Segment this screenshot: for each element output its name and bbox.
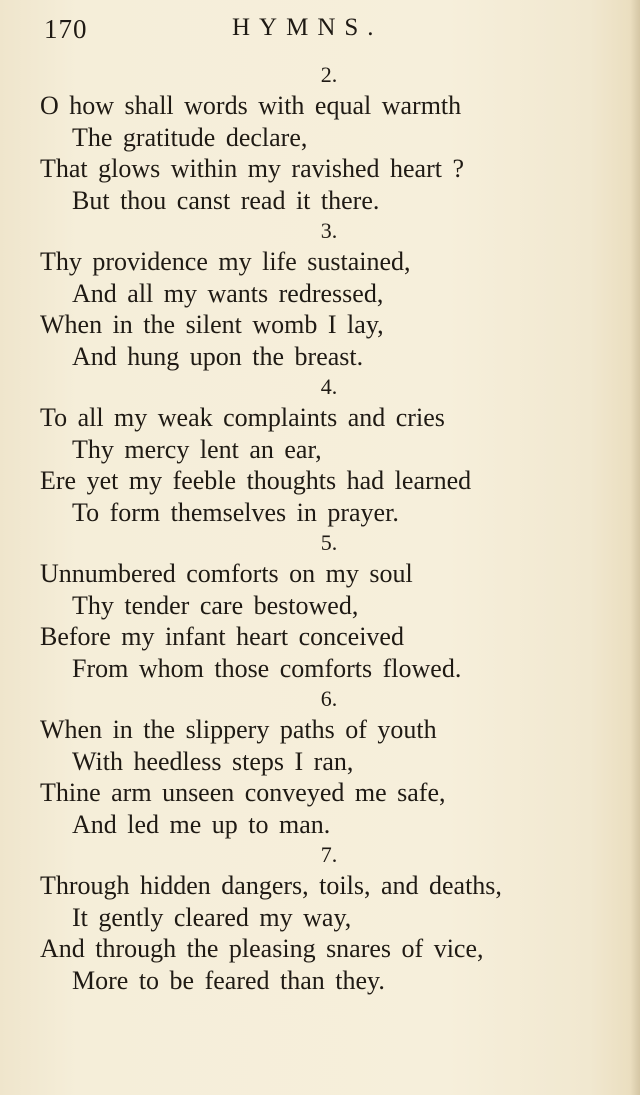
stanza bbox=[40, 684, 610, 840]
verse-line: That glows within my ravished heart ? bbox=[40, 154, 465, 183]
verse-line: Unnumbered comforts on my soul bbox=[40, 559, 413, 588]
verse-line: Through hidden dangers, toils, and deaths, bbox=[40, 871, 502, 900]
verse-line: From whom those comforts flowed. bbox=[72, 653, 462, 683]
stanza-number: 3. bbox=[320, 218, 338, 243]
verse-line: O how shall words with equal warmth bbox=[40, 91, 462, 120]
stanza bbox=[40, 372, 610, 528]
page-number: 170 bbox=[44, 14, 88, 44]
stanza-number: 5. bbox=[320, 530, 338, 555]
verse-line: Ere yet my feeble thoughts had learned bbox=[40, 466, 472, 495]
verse-line: More to be feared than they. bbox=[72, 965, 385, 995]
stanza-number: 7. bbox=[320, 842, 338, 867]
verse-line: Before my infant heart conceived bbox=[40, 622, 404, 651]
verse-line: To all my weak complaints and cries bbox=[40, 403, 445, 432]
hymn-body bbox=[40, 60, 610, 996]
page-header bbox=[44, 14, 604, 54]
verse-line: Thy mercy lent an ear, bbox=[72, 434, 322, 464]
verse-line: It gently cleared my way, bbox=[72, 902, 352, 932]
verse-line: To form themselves in prayer. bbox=[72, 497, 399, 527]
stanza-number: 4. bbox=[320, 374, 338, 399]
verse-line: Thy tender care bestowed, bbox=[72, 590, 359, 620]
stanza bbox=[40, 528, 610, 684]
verse-line: With heedless steps I ran, bbox=[72, 746, 354, 776]
verse-line: But thou canst read it there. bbox=[72, 185, 380, 215]
verse-line: And led me up to man. bbox=[72, 809, 331, 839]
verse-line: When in the slippery paths of youth bbox=[40, 715, 437, 744]
stanza bbox=[40, 216, 610, 372]
verse-line: Thy providence my life sustained, bbox=[40, 247, 411, 276]
verse-line: And through the pleasing snares of vice, bbox=[40, 934, 484, 963]
stanza-number: 2. bbox=[320, 62, 338, 87]
stanza bbox=[40, 840, 610, 996]
verse-line: When in the silent womb I lay, bbox=[40, 310, 384, 339]
verse-line: Thine arm unseen conveyed me safe, bbox=[40, 778, 446, 807]
page-edge-shadow bbox=[630, 0, 640, 1095]
stanza-number: 6. bbox=[320, 686, 338, 711]
running-title: HYMNS. bbox=[232, 14, 383, 41]
verse-line: The gratitude declare, bbox=[72, 122, 308, 152]
verse-line: And all my wants redressed, bbox=[72, 278, 384, 308]
stanza bbox=[40, 60, 610, 216]
verse-line: And hung upon the breast. bbox=[72, 341, 364, 371]
